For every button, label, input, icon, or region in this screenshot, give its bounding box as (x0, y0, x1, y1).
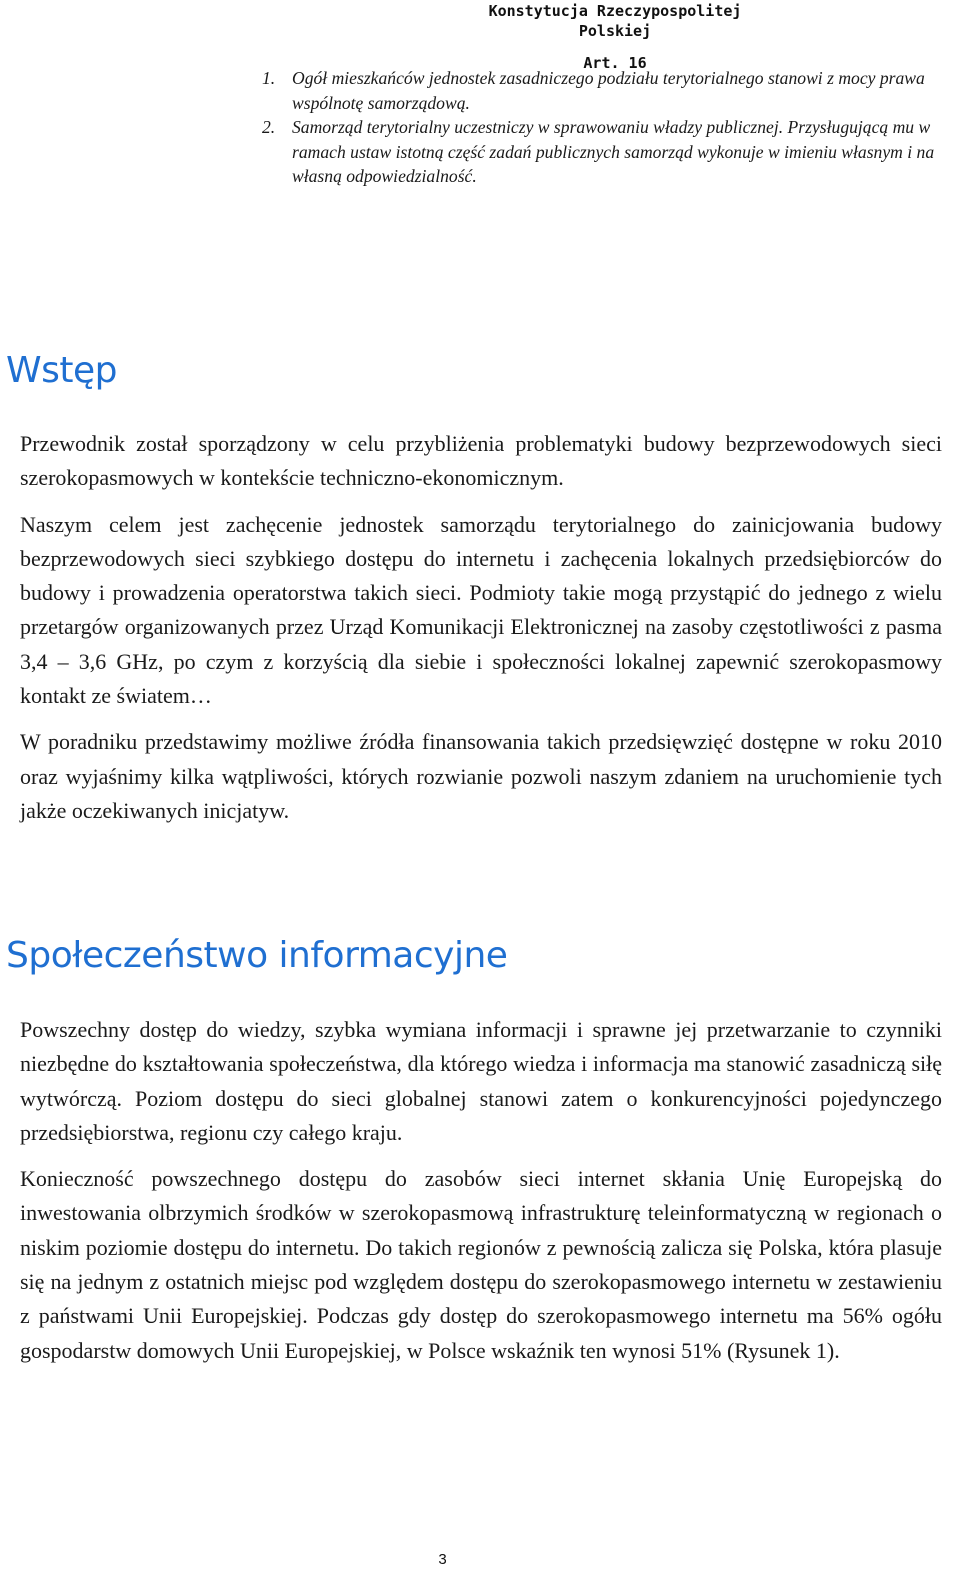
header-title: Konstytucja Rzeczypospolitej Polskiej (488, 2, 742, 40)
section-heading-wstep: Wstęp (6, 350, 117, 391)
list-item-number: 1. (262, 68, 276, 88)
paragraph: Przewodnik został sporządzony w celu przybliżenia problematyki budowy bezprzewodowych sieci szerokopasmowych w kontekście techniczno-ekonomicznym. (20, 431, 942, 491)
document-header (460, 0, 770, 73)
section-heading-spoleczenstwo: Społeczeństwo informacyjne (6, 935, 508, 976)
list-item (262, 115, 942, 189)
list-item-text: Samorząd terytorialny uczestniczy w sprawowaniu władzy publicznej. Przysługującą mu w ramach ustaw istotną część zadań publicznych samorząd wykonuje w imieniu własnym i na własną odpowiedzialność. (292, 117, 935, 186)
paragraph: Powszechny dostęp do wiedzy, szybka wymiana informacji i sprawne jej przetwarzanie to czynniki niezbędne do kształtowania społeczeństwa, dla którego wiedza i informacja ma stanowić zasadniczą siłę wytwórczą. Poziom dostępu do sieci globalnej stanowi zatem o konkurencyjności pojedynczego przedsiębiorstwa, regionu czy całego kraju. (20, 1017, 942, 1145)
page-number: 3 (438, 1551, 447, 1568)
header-article: Art. 16 (583, 54, 647, 72)
list-item-number: 2. (262, 117, 276, 137)
list-item-text: Ogół mieszkańców jednostek zasadniczego podziału terytorialnego stanowi z mocy prawa wspólnotę samorządową. (292, 68, 925, 113)
section-body-spoleczenstwo (20, 1013, 942, 1380)
constitution-quote-list (262, 66, 942, 189)
section-body-wstep (20, 427, 942, 840)
paragraph: W poradniku przedstawimy możliwe źródła finansowania takich przedsięwzięć dostępne w roku 2010 oraz wyjaśnimy kilka wątpliwości, których rozwianie pozwoli naszym zdaniem na uruchomienie tych jakże oczekiwanych inicjatyw. (20, 729, 942, 823)
list-item (262, 66, 942, 115)
paragraph: Naszym celem jest zachęcenie jednostek samorządu terytorialnego do zainicjowania budowy bezprzewodowych sieci szybkiego dostępu do internetu i zachęcenia lokalnych przedsiębiorców do budowy i prowadzenia operatorstwa takich sieci. Podmioty takie mogą przystąpić do jednego z wielu przetargów organizowanych przez Urząd Komunikacji Elektronicznej na zasoby częstotliwości z pasma 3,4 – 3,6 GHz, po czym z korzyścią dla siebie i społeczności lokalnej zapewnić szerokopasmowy kontakt ze światem… (20, 511, 942, 709)
paragraph: Konieczność powszechnego dostępu do zasobów sieci internet skłania Unię Europejską do inwestowania olbrzymich środków w szerokopasmową infrastrukturę teleinformatyczną w regionach o niskim poziomie dostępu do internetu. Do takich regionów z pewnością zalicza się Polska, która plasuje się na jednym z ostatnich miejsc pod względem dostępu do szerokopasmowego internetu w zestawieniu z państwami Unii Europejskiej. Podczas gdy dostęp do szerokopasmowego internetu ma 56% ogółu gospodarstw domowych Unii Europejskiej, w Polsce wskaźnik ten wynosi 51% (Rysunek 1). (20, 1166, 942, 1363)
